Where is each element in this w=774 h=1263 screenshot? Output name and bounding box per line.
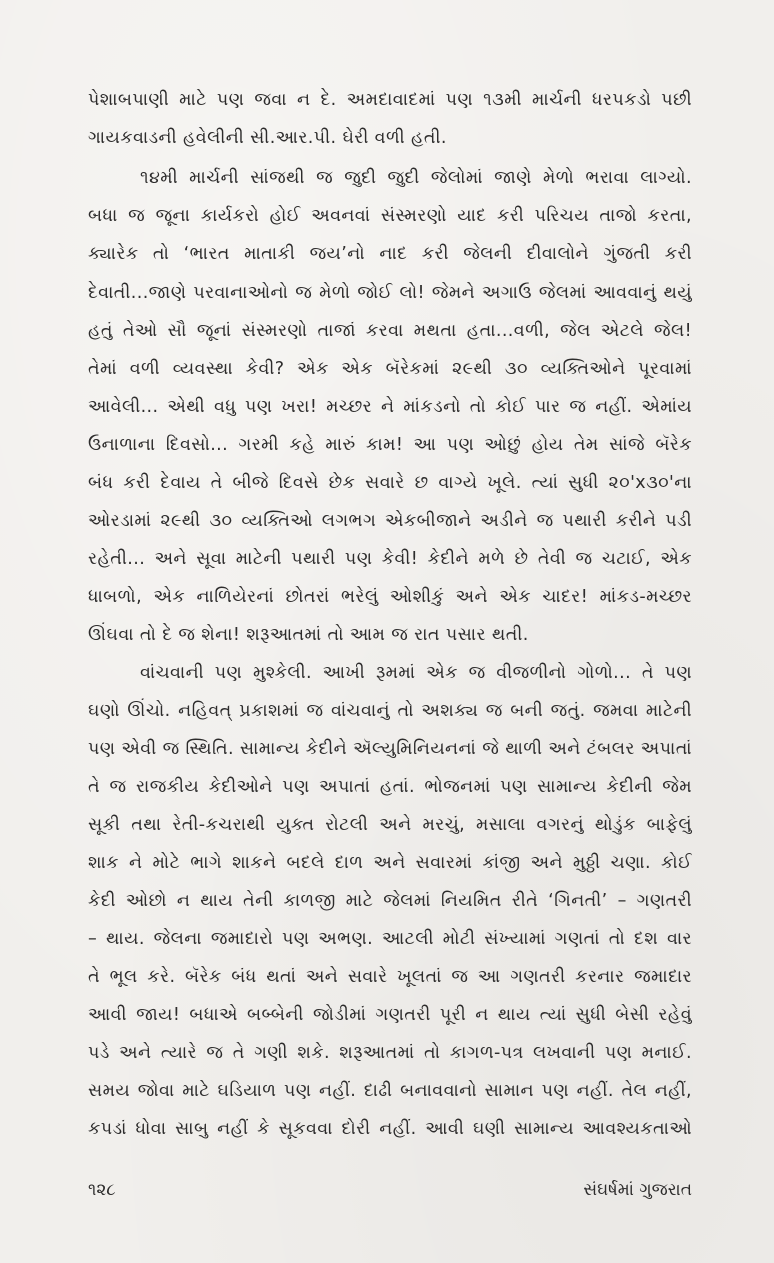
text-line: પડે અને ત્યારે જ તે ગણી શકે. શરૂઆતમાં તો કાગળ-પત્ર લખવાની પણ મનાઈ. — [88, 1043, 692, 1063]
running-book-title: સંઘર્ષમાં ગુજરાત — [583, 1180, 692, 1200]
text-line: શાક ને મોટે ભાગે શાકને બદલે દાળ અને સવારમાં કાંજી અને મુઠ્ઠી ચણા. કોઈ — [88, 853, 692, 873]
text-line: કેદી ઓછો ન થાય તેની કાળજી માટે જેલમાં નિયમિત રીતે ‘ગિનતી’ – ગણતરી — [88, 891, 692, 911]
text-line: – થાય. જેલના જમાદારો પણ અભણ. આટલી મોટી સંખ્યામાં ગણતાં તો દશ વાર — [88, 929, 692, 949]
text-line: તેમાં વળી વ્યવસ્થા કેવી? એક એક બૅરેકમાં ૨૯થી ૩૦ વ્યક્તિઓને પૂરવામાં — [88, 359, 692, 379]
text-line: રહેતી... અને સૂવા માટેની પથારી પણ કેવી! કેદીને મળે છે તેવી જ ચટાઈ, એક — [88, 549, 692, 569]
text-line: સૂકી તથા રેતી-કચરાથી યુક્ત રોટલી અને મરચું, મસાલા વગરનું થોડુંક બાફેલું — [88, 815, 692, 835]
text-line: ઘણો ઊંચો. નહિવત્ પ્રકાશમાં જ વાંચવાનું તો અશક્ય જ બની જતું. જમવા માટેની — [88, 701, 692, 721]
text-line: હતું તેઓ સૌ જૂનાં સંસ્મરણો તાજાં કરવા મથતા હતા...વળી, જેલ એટલે જેલ! — [88, 321, 692, 341]
text-line: બધા જ જૂના કાર્યકરો હોઈ અવનવાં સંસ્મરણો યાદ કરી પરિચય તાજો કરતા, — [88, 206, 692, 226]
text-line: બંધ કરી દેવાય તે બીજે દિવસે છેક સવારે છ વાગ્યે ખૂલે. ત્યાં સુધી ૨૦'x૩૦'ના — [88, 473, 692, 493]
text-line: તે ભૂલ કરે. બૅરેક બંધ થતાં અને સવારે ખૂલતાં જ આ ગણતરી કરનાર જમાદાર — [88, 967, 692, 987]
text-line: ઉનાળાના દિવસો... ગરમી કહે મારું કામ! આ પણ ઓછું હોય તેમ સાંજે બૅરેક — [88, 435, 692, 455]
text-line: સમય જોવા માટે ઘડિયાળ પણ નહીં. દાઢી બનાવવાનો સામાન પણ નહીં. તેલ નહીં, — [88, 1081, 692, 1101]
text-line: ઊંઘવા તો દે જ શેના! શરૂઆતમાં તો આમ જ રાત પસાર થતી. — [88, 625, 529, 645]
text-line: કપડાં ધોવા સાબુ નહીં કે સૂકવવા દોરી નહીં. આવી ઘણી સામાન્ય આવશ્યકતાઓ — [88, 1119, 692, 1139]
text-line: ઓરડામાં ૨૯થી ૩૦ વ્યક્તિઓ લગભગ એકબીજાને અડીને જ પથારી કરીને પડી — [88, 511, 692, 531]
page-number: ૧૨૮ — [88, 1180, 116, 1200]
text-line: ગાયકવાડની હવેલીની સી.આર.પી. ઘેરી વળી હતી. — [88, 128, 447, 148]
text-line: તે જ રાજકીય કેદીઓને પણ અપાતાં હતાં. ભોજનમાં પણ સામાન્ય કેદીની જેમ — [88, 777, 692, 797]
paragraph-start-line: ૧૪મી માર્ચની સાંજથી જ જુદી જુદી જેલોમાં જાણે મેળો ભરાવા લાગ્યો. — [140, 168, 692, 188]
page-footer — [88, 1180, 692, 1204]
text-line: આવી જાય! બધાએ બબ્બેની જોડીમાં ગણતરી પૂરી ન થાય ત્યાં સુધી બેસી રહેવું — [88, 1005, 692, 1025]
text-line: પણ એવી જ સ્થિતિ. સામાન્ય કેદીને ઍલ્યુમિનિયનનાં જે થાળી અને ટંબલર અપાતાં — [88, 739, 692, 759]
text-line: દેવાતી...જાણે પરવાનાઓનો જ મેળો જોઈ લો! જેમને અગાઉ જેલમાં આવવાનું થયું — [88, 283, 692, 303]
text-line: પેશાબપાણી માટે પણ જવા ન દે. અમદાવાદમાં પણ ૧૩મી માર્ચની ધરપકડો પછી — [88, 90, 692, 110]
paragraph-start-line: વાંચવાની પણ મુશ્કેલી. આખી રૂમમાં એક જ વીજળીનો ગોળો... તે પણ — [140, 663, 692, 683]
text-line: આવેલી... એથી વધુ પણ ખરા! મચ્છર ને માંકડનો તો કોઈ પાર જ નહીં. એમાંય — [88, 397, 692, 417]
text-line: ધાબળો, એક નાળિયેરનાં છોતરાં ભરેલું ઓશીકું અને એક ચાદર! માંકડ-મચ્છર — [88, 587, 692, 607]
text-line: ક્યારેક તો ‘ભારત માતાકી જય’નો નાદ કરી જેલની દીવાલોને ગુંજતી કરી — [88, 244, 692, 264]
